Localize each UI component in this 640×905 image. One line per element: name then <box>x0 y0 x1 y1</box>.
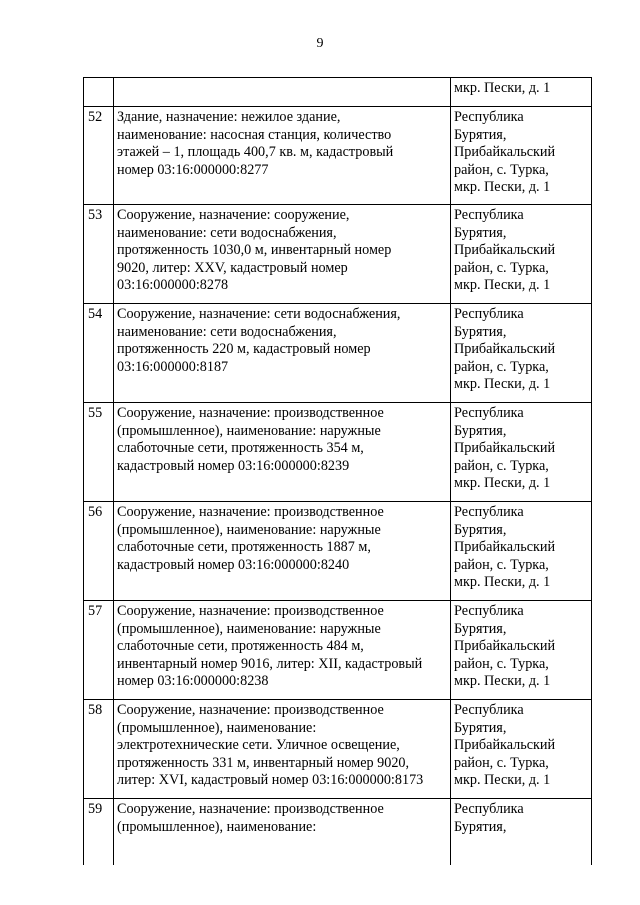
description-cell: Сооружение, назначение: производственное (промышленное), наименование: электротехнические сети. Уличное освещение, протяженность 331 м, инвентарный номер 9020, литер: XVI, кадастровый номер 03:16:000000:8173 <box>114 700 451 799</box>
address-cell: Республика Бурятия, Прибайкальский район, с. Турка, мкр. Пески, д. 1 <box>451 403 592 502</box>
address-cell: Республика Бурятия, Прибайкальский район, с. Турка, мкр. Пески, д. 1 <box>451 502 592 601</box>
row-number-cell: 52 <box>84 107 114 205</box>
row-number-cell: 59 <box>84 799 114 866</box>
table-row <box>84 403 592 502</box>
row-number-cell <box>84 78 114 107</box>
address-cell: Республика Бурятия, Прибайкальский район, с. Турка, мкр. Пески, д. 1 <box>451 700 592 799</box>
row-number-cell: 58 <box>84 700 114 799</box>
description-cell: Сооружение, назначение: сети водоснабжения, наименование: сети водоснабжения, протяженность 220 м, кадастровый номер 03:16:000000:8187 <box>114 304 451 403</box>
description-cell: Сооружение, назначение: производственное (промышленное), наименование: наружные слаботочные сети, протяженность 484 м, инвентарный номер 9016, литер: XII, кадастровый номер 03:16:000000:8238 <box>114 601 451 700</box>
table-row <box>84 799 592 866</box>
table-row <box>84 601 592 700</box>
table-row <box>84 304 592 403</box>
page-number: 9 <box>316 36 324 51</box>
table-row <box>84 502 592 601</box>
property-registry-table <box>83 77 592 865</box>
row-number-cell: 56 <box>84 502 114 601</box>
address-cell: Республика Бурятия, Прибайкальский район, с. Турка, мкр. Пески, д. 1 <box>451 601 592 700</box>
table-row <box>84 205 592 304</box>
row-number-cell: 54 <box>84 304 114 403</box>
description-cell: Сооружение, назначение: сооружение, наименование: сети водоснабжения, протяженность 1030,0 м, инвентарный номер 9020, литер: XXV, кадастровый номер 03:16:000000:8278 <box>114 205 451 304</box>
address-cell: Республика Бурятия, Прибайкальский район, с. Турка, мкр. Пески, д. 1 <box>451 107 592 205</box>
description-cell <box>114 78 451 107</box>
table-row <box>84 700 592 799</box>
row-number-cell: 57 <box>84 601 114 700</box>
description-cell: Сооружение, назначение: производственное (промышленное), наименование: наружные слаботочные сети, протяженность 354 м, кадастровый номер 03:16:000000:8239 <box>114 403 451 502</box>
description-cell: Здание, назначение: нежилое здание, наименование: насосная станция, количество этажей – 1, площадь 400,7 кв. м, кадастровый номер 03:16:000000:8277 <box>114 107 451 205</box>
table-row <box>84 107 592 205</box>
row-number-cell: 55 <box>84 403 114 502</box>
description-cell: Сооружение, назначение: производственное (промышленное), наименование: наружные слаботочные сети, протяженность 1887 м, кадастровый номер 03:16:000000:8240 <box>114 502 451 601</box>
address-cell: Республика Бурятия, Прибайкальский район, с. Турка, мкр. Пески, д. 1 <box>451 304 592 403</box>
table-row-continued <box>84 78 592 107</box>
description-cell: Сооружение, назначение: производственное (промышленное), наименование: <box>114 799 451 866</box>
row-number-cell: 53 <box>84 205 114 304</box>
address-cell: Республика Бурятия, Прибайкальский район, с. Турка, мкр. Пески, д. 1 <box>451 205 592 304</box>
address-cell: мкр. Пески, д. 1 <box>451 78 592 107</box>
address-cell: Республика Бурятия, <box>451 799 592 866</box>
